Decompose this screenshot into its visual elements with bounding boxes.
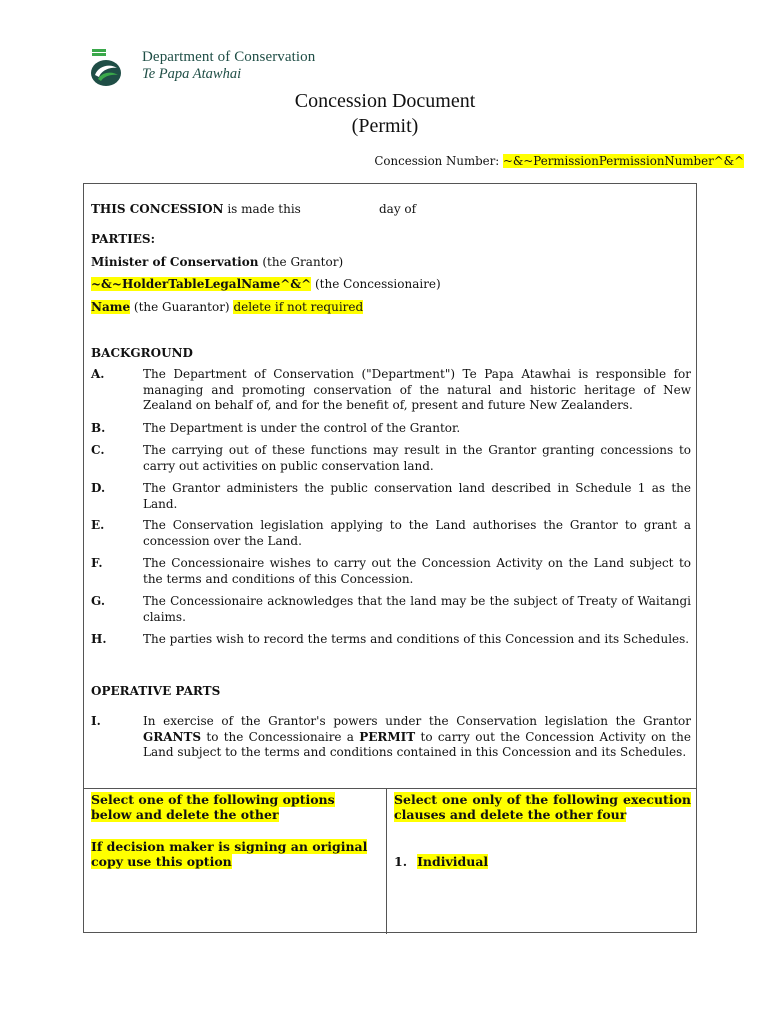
org-maori-name: Te Papa Atawhai: [142, 66, 242, 82]
operative-text-3: to carry out the Concession Activity on the Land subject to the terms and conditions contained in this Concession and its Schedules.: [143, 729, 691, 759]
right-cell-instruction: [394, 792, 691, 822]
table-divider: [386, 788, 387, 934]
item-letter: E.: [91, 518, 105, 532]
header-logo: [86, 48, 386, 88]
operative-grants: GRANTS: [143, 729, 202, 744]
holder-name: ~&~HolderTableLegalName^&^: [91, 277, 312, 291]
right-instruction-text: Select one only of the following execution clauses and delete the other four: [394, 792, 691, 822]
left-option-text: If decision maker is signing an original copy use this option: [91, 839, 368, 869]
operative-text: [143, 714, 691, 761]
item-text: The Conservation legislation applying to the Land authorises the Grantor to grant a concession over the Land.: [143, 518, 691, 548]
item-letter: C.: [91, 443, 105, 457]
right-cell-option: [394, 854, 691, 869]
party-grantor: [91, 255, 343, 269]
party-holder: [91, 277, 441, 291]
item-text: The Concessionaire acknowledges that the land may be the subject of Treaty of Waitangi claims.: [143, 594, 691, 624]
item-letter: D.: [91, 481, 106, 495]
left-cell-instruction: [91, 792, 375, 822]
intro-day-of: day of: [379, 202, 417, 216]
document-title: Concession Document: [294, 90, 476, 112]
intro-bold: THIS CONCESSION: [91, 202, 224, 216]
grantor-name: Minister of Conservation: [91, 255, 259, 269]
item-text: The Concessionaire wishes to carry out the Concession Activity on the Land subject to the terms and conditions of this Concession.: [143, 556, 691, 586]
parties-heading: [91, 232, 155, 246]
right-option-text: Individual: [417, 854, 489, 869]
item-text: The Department of Conservation ("Department") Te Papa Atawhai is responsible for managing and promoting conservation of the natural and historic heritage of New Zealand on behalf of, and for the benefit of, present and future New Zealanders.: [143, 367, 691, 412]
fern-logo-icon: [86, 48, 130, 88]
grantor-role: (the Grantor): [262, 255, 344, 269]
item-letter: G.: [91, 594, 105, 608]
guarantor-role: (the Guarantor): [133, 300, 230, 314]
item-letter: H.: [91, 632, 107, 646]
item-letter: F.: [91, 556, 103, 570]
item-text: The Department is under the control of the Grantor.: [143, 421, 461, 435]
holder-role: (the Concessionaire): [314, 277, 441, 291]
concession-number-label: Concession Number:: [374, 154, 500, 168]
guarantor-name: Name: [91, 300, 131, 314]
operative-letter: I.: [91, 714, 101, 728]
concession-number-value: ~&~PermissionPermissionNumber^&^: [503, 154, 744, 168]
guarantor-note: delete if not required: [233, 300, 364, 314]
operative-text-1: In exercise of the Grantor's powers under the Conservation legislation the Grantor: [143, 714, 691, 728]
item-text: The Grantor administers the public conservation land described in Schedule 1 as the Land.: [143, 481, 691, 511]
party-guarantor: [91, 300, 363, 314]
document-subtitle: (Permit): [351, 115, 419, 137]
operative-heading: [91, 684, 220, 698]
background-heading-text: BACKGROUND: [91, 346, 193, 360]
right-option-number: 1.: [394, 854, 408, 869]
background-heading: [91, 346, 193, 360]
parties-heading-text: PARTIES:: [91, 232, 156, 246]
intro-line: [91, 202, 301, 216]
operative-heading-text: OPERATIVE PARTS: [91, 684, 221, 698]
item-letter: A.: [91, 367, 105, 381]
item-letter: B.: [91, 421, 106, 435]
intro-text: is made this: [227, 202, 301, 216]
item-text: The carrying out of these functions may result in the Grantor granting concessions to carry out activities on public conservation land.: [143, 443, 691, 473]
operative-permit: PERMIT: [359, 729, 416, 744]
org-name: Department of Conservation: [142, 49, 316, 65]
operative-text-2: to the Concessionaire a: [206, 729, 354, 744]
left-cell-option: [91, 839, 381, 869]
item-text: The parties wish to record the terms and conditions of this Concession and its Schedules.: [143, 632, 690, 646]
concession-number: [374, 154, 744, 168]
left-instruction-text: Select one of the following options below and delete the other: [91, 792, 335, 822]
